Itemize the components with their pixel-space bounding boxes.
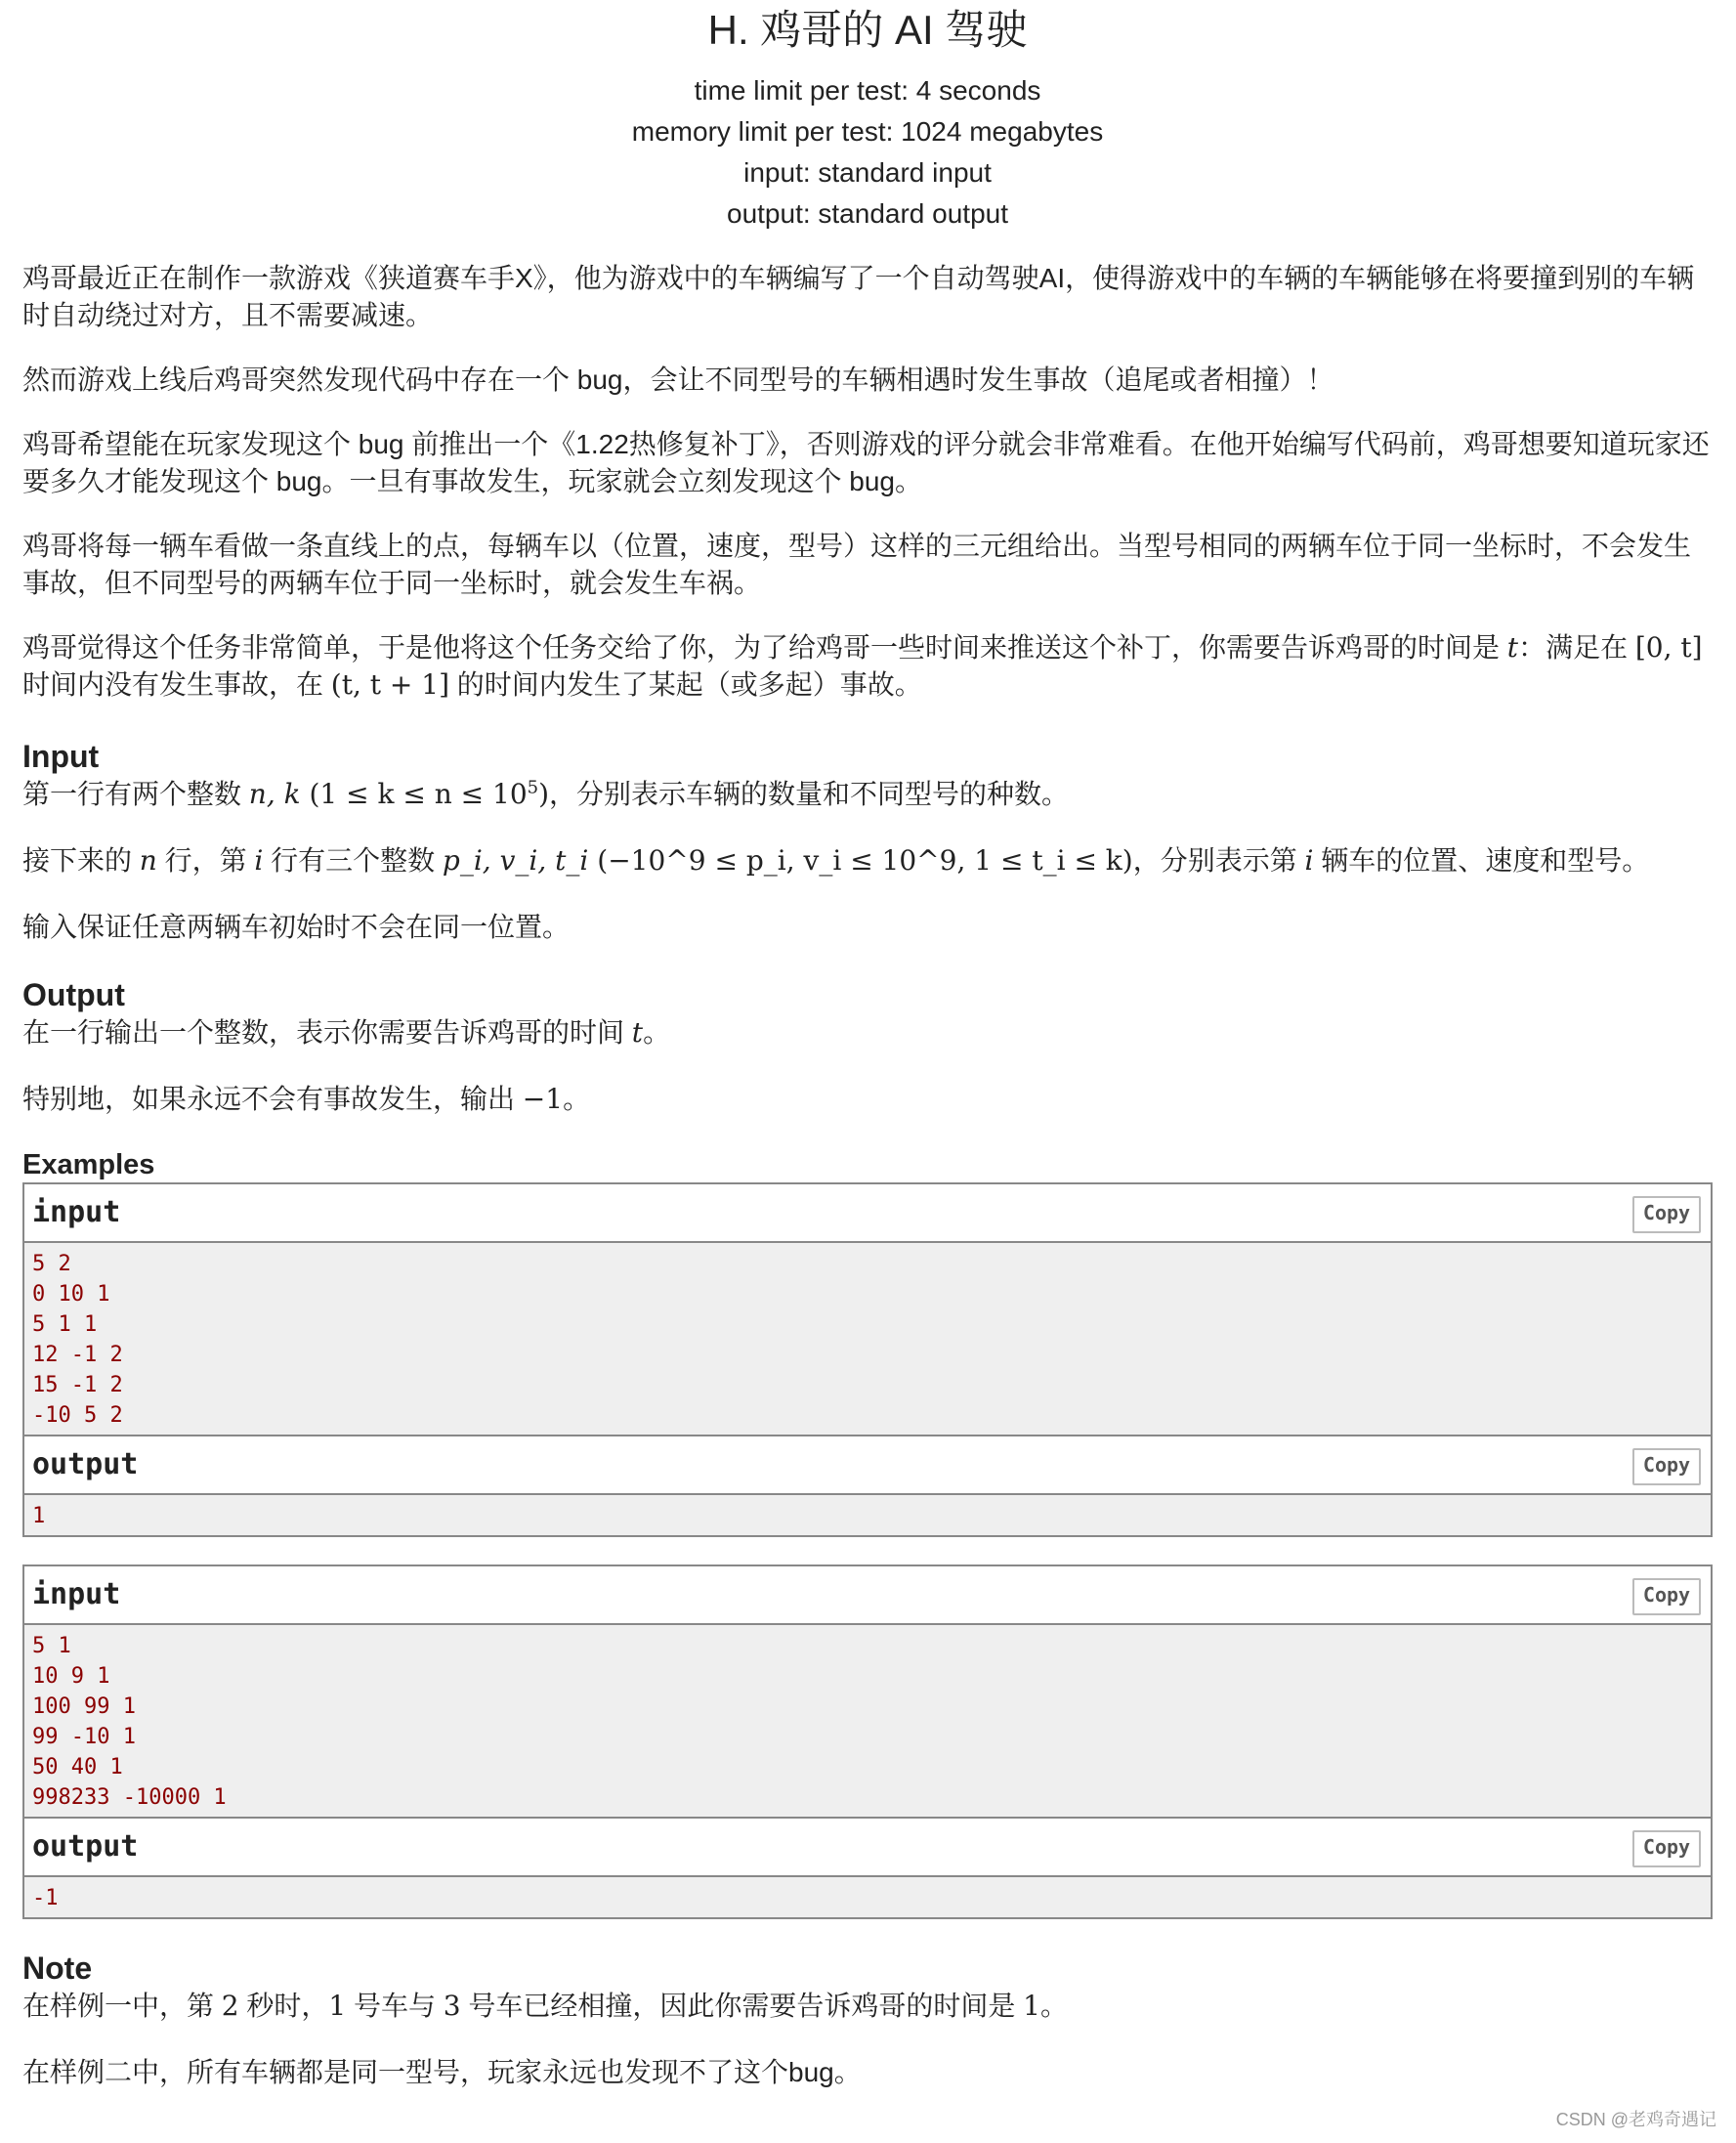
problem-title: H. 鸡哥的 AI 驾驶 — [707, 7, 1028, 53]
math-1: 1 — [328, 1990, 347, 2022]
problem-statement — [22, 0, 1713, 2091]
sample-input-label: input — [32, 1195, 121, 1229]
text: (1 ≤ k ≤ n ≤ 10 — [300, 778, 528, 810]
text: 的时间内发生了某起（或多起）事故。 — [449, 669, 922, 700]
time-limit: time limit per test: 4 seconds — [694, 75, 1041, 106]
problem-header — [22, 0, 1713, 235]
math-answer: 1 — [1023, 1990, 1040, 2022]
math-n: n — [139, 844, 157, 877]
math-i: i — [254, 844, 264, 877]
math-minus-one: −1 — [522, 1083, 564, 1115]
text: 在一行输出一个整数，表示你需要告诉鸡哥的时间 — [22, 1017, 632, 1048]
text: 行，第 — [156, 845, 255, 876]
sample-output-label: output — [32, 1829, 139, 1864]
sample-output-header — [24, 1436, 1711, 1495]
note-heading: Note — [22, 1950, 93, 1986]
note-section — [22, 1949, 1713, 2091]
text: 。 — [563, 1084, 591, 1114]
exponent: 5 — [527, 777, 539, 798]
math-t: t — [1506, 631, 1519, 664]
legend-paragraph-5 — [22, 629, 1713, 704]
input-line-2 — [22, 842, 1713, 879]
math-p-v-t: p_i, v_i, t_i — [442, 844, 589, 877]
text: ，分别表示车辆的数量和不同型号的种数。 — [549, 779, 1070, 809]
legend-paragraph-2: 然而游戏上线后鸡哥突然发现代码中存在一个 bug，会让不同型号的车辆相遇时发生事故（追尾或者相撞）！ — [22, 364, 1334, 395]
examples-heading: Examples — [22, 1149, 155, 1180]
text: 特别地，如果永远不会有事故发生，输出 — [22, 1084, 523, 1114]
copy-input-button[interactable]: Copy — [1632, 1578, 1701, 1615]
watermark: CSDN @老鸡奇遇记 — [1555, 2110, 1716, 2129]
sample-input-label: input — [32, 1577, 121, 1611]
text: 。 — [1040, 1991, 1069, 2021]
text: 辆车的位置、速度和型号。 — [1313, 845, 1650, 876]
text: 号车已经相撞，因此你需要告诉鸡哥的时间是 — [460, 1991, 1024, 2021]
math-constraint — [301, 778, 549, 810]
output-file: output: standard output — [727, 198, 1008, 229]
note-line-2: 在样例二中，所有车辆都是同一型号，玩家永远也发现不了这个bug。 — [22, 2057, 862, 2087]
text: 号车与 — [346, 1991, 444, 2021]
output-specification — [22, 975, 1713, 1118]
text: ，分别表示第 — [1132, 845, 1305, 876]
sample-test-1 — [22, 1182, 1713, 1537]
legend-paragraph-4: 鸡哥将每一辆车看做一条直线上的点，每辆车以（位置，速度，型号）这样的三元组给出。当型号相同的两辆车位于同一坐标时，不会发生事故，但不同型号的两辆车位于同一坐标时，就会发生车祸。 — [22, 531, 1692, 598]
input-file: input: standard input — [743, 157, 992, 188]
note-line-1 — [22, 1988, 1713, 2025]
legend — [22, 260, 1713, 704]
math-interval-half-open: (t, t + 1] — [330, 668, 450, 701]
input-line-3: 输入保证任意两辆车初始时不会在同一位置。 — [22, 912, 571, 942]
sample-output-label: output — [32, 1447, 139, 1481]
text: 在样例一中，第 — [22, 1991, 222, 2021]
input-line-1 — [22, 776, 1713, 813]
math-interval-closed: [0, t] — [1634, 631, 1703, 664]
sample-output-content: -1 — [24, 1877, 1711, 1917]
sample-input-header — [24, 1566, 1711, 1625]
text: ：满足在 — [1518, 632, 1635, 663]
copy-output-button[interactable]: Copy — [1632, 1448, 1701, 1485]
text: 鸡哥觉得这个任务非常简单，于是他将这个任务交给了你，为了给鸡哥一些时间来推送这个补丁，你需要告诉鸡哥的时间是 — [22, 632, 1507, 663]
output-line-1 — [22, 1014, 1713, 1051]
text: 时间内没有发生事故，在 — [22, 669, 331, 700]
output-heading: Output — [22, 977, 125, 1012]
sample-output-content: 1 — [24, 1495, 1711, 1535]
input-heading: Input — [22, 739, 100, 774]
text: 第一行有两个整数 — [22, 779, 249, 809]
sample-output-header — [24, 1819, 1711, 1877]
memory-limit: memory limit per test: 1024 megabytes — [631, 116, 1104, 147]
text: ) — [538, 778, 550, 810]
text: 接下来的 — [22, 845, 140, 876]
copy-input-button[interactable]: Copy — [1632, 1196, 1701, 1233]
text: 。 — [643, 1017, 671, 1048]
sample-input-header — [24, 1184, 1711, 1243]
copy-output-button[interactable]: Copy — [1632, 1830, 1701, 1867]
sample-input-content: 5 2 0 10 1 5 1 1 12 -1 2 15 -1 2 -10 5 2 — [24, 1243, 1711, 1436]
input-specification — [22, 737, 1713, 946]
sample-input-content: 5 1 10 9 1 100 99 1 99 -10 1 50 40 1 998233 -10000 1 — [24, 1625, 1711, 1819]
sample-test-2 — [22, 1564, 1713, 1919]
sample-tests — [22, 1147, 1713, 1919]
math-t: t — [631, 1016, 644, 1049]
math-2: 2 — [221, 1990, 239, 2022]
output-line-2 — [22, 1081, 1713, 1118]
text: 行有三个整数 — [263, 845, 443, 876]
text: 秒时， — [238, 1991, 329, 2021]
math-3: 3 — [443, 1990, 461, 2022]
math-constraint: (−10^9 ≤ p_i, v_i ≤ 10^9, 1 ≤ t_i ≤ k) — [588, 844, 1133, 877]
legend-paragraph-1: 鸡哥最近正在制作一款游戏《狭道赛车手X》，他为游戏中的车辆编写了一个自动驾驶AI，使得游戏中的车辆的车辆能够在将要撞到别的车辆时自动绕过对方，且不需要减速。 — [22, 263, 1695, 330]
math-n-k: n, k — [248, 778, 301, 810]
math-i: i — [1304, 844, 1314, 877]
legend-paragraph-3: 鸡哥希望能在玩家发现这个 bug 前推出一个《1.22热修复补丁》，否则游戏的评分就会非常难看。在他开始编写代码前，鸡哥想要知道玩家还要多久才能发现这个 bug。一旦有事故发生，玩家就会立刻发现这个 bug。 — [22, 429, 1710, 496]
